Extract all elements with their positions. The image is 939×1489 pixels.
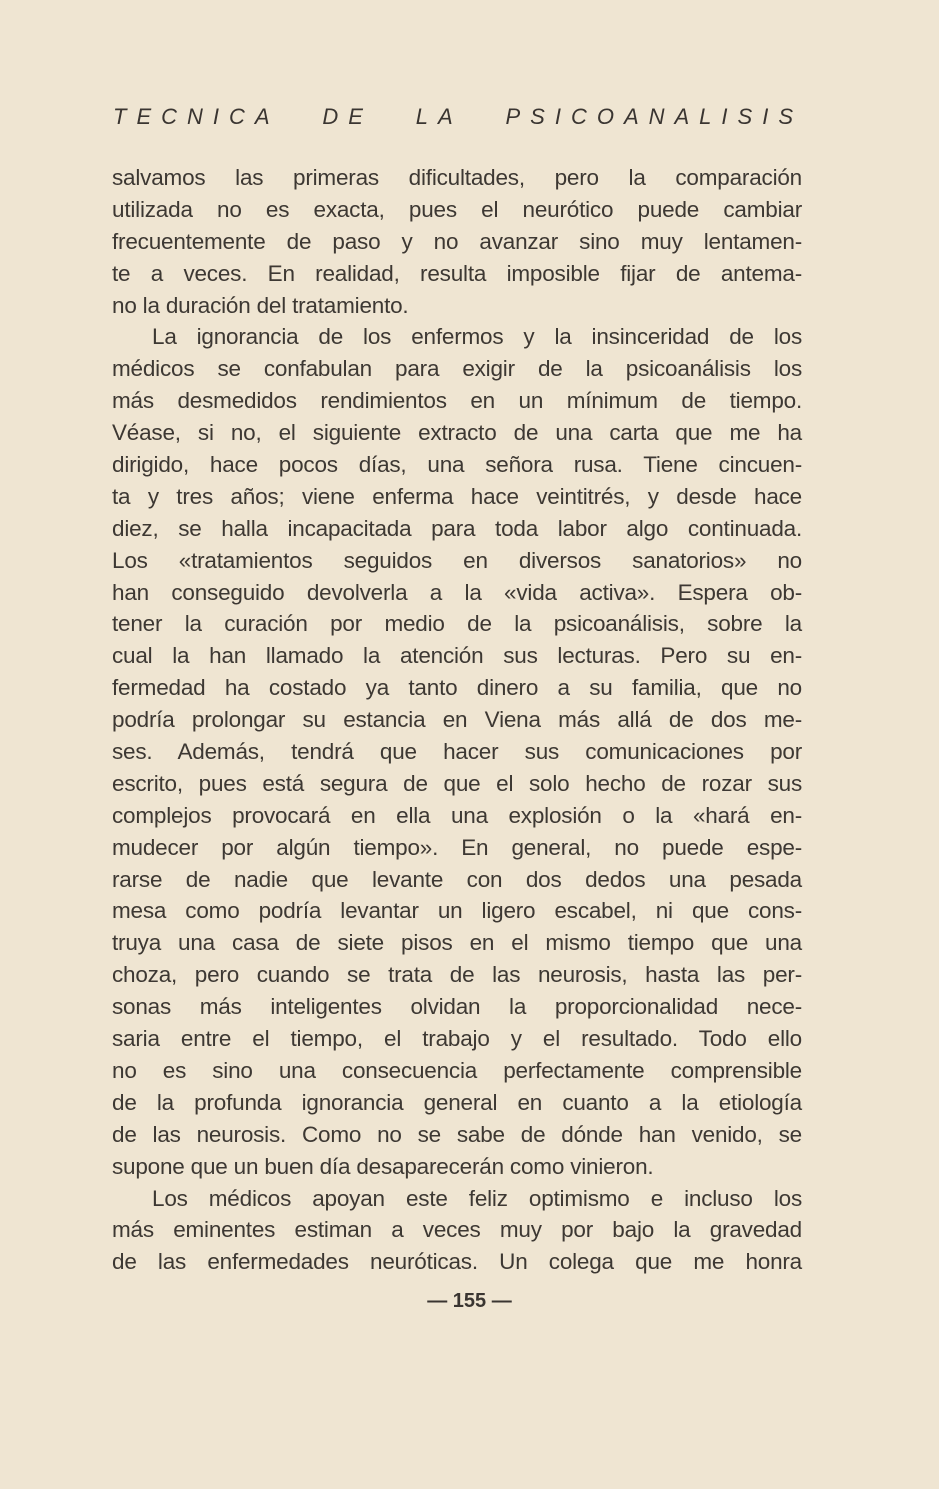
text-line: más desmedidos rendimientos en un mínimum de tiempo.	[112, 388, 802, 414]
text-line: Véase, si no, el siguiente extracto de una carta que me ha	[112, 420, 802, 446]
text-line: tener la curación por medio de la psicoanálisis, sobre la	[112, 611, 802, 637]
text-line: Los médicos apoyan este feliz optimismo e incluso los	[152, 1185, 802, 1211]
text-line: choza, pero cuando se trata de las neurosis, hasta las per-	[112, 962, 802, 988]
text-line: diez, se halla incapacitada para toda labor algo continuada.	[112, 515, 802, 541]
text-line: Los «tratamientos seguidos en diversos sanatorios» no	[112, 547, 802, 573]
header-word: PSICOANALISIS	[505, 104, 803, 129]
text-line: de las neurosis. Como no se sabe de dónde han venido, se	[112, 1121, 802, 1147]
text-line: frecuentemente de paso y no avanzar sino muy lentamen-	[112, 228, 802, 254]
text-line: no la duración del tratamiento.	[112, 292, 409, 318]
text-line: saria entre el tiempo, el trabajo y el resultado. Todo ello	[112, 1026, 802, 1052]
text-line: médicos se confabulan para exigir de la psicoanálisis los	[112, 356, 802, 382]
text-line: truya una casa de siete pisos en el mismo tiempo que una	[112, 930, 802, 956]
header-word: LA	[415, 104, 463, 129]
text-line: no es sino una consecuencia perfectamente comprensible	[112, 1057, 802, 1083]
text-line: fermedad ha costado ya tanto dinero a su familia, que no	[112, 675, 802, 701]
text-line: complejos provocará en ella una explosión o la «hará en-	[112, 802, 802, 828]
header-word: TECNICA	[113, 104, 280, 129]
body-text	[112, 162, 802, 1278]
text-line: mesa como podría levantar un ligero escabel, ni que cons-	[112, 898, 802, 924]
paragraph	[112, 162, 802, 321]
text-line: de las enfermedades neuróticas. Un colega que me honra	[112, 1249, 802, 1275]
paragraph	[112, 321, 802, 1182]
text-line: escrito, pues está segura de que el solo hecho de rozar sus	[112, 770, 802, 796]
text-line: ses. Además, tendrá que hacer sus comunicaciones por	[112, 739, 802, 765]
text-line: salvamos las primeras dificultades, pero la comparación	[112, 165, 802, 190]
text-line: han conseguido devolverla a la «vida activa». Espera ob-	[112, 579, 802, 605]
page-number: — 155 —	[427, 1290, 512, 1312]
text-line: más eminentes estiman a veces muy por bajo la gravedad	[112, 1217, 802, 1243]
text-line: sonas más inteligentes olvidan la proporcionalidad nece-	[112, 994, 802, 1020]
text-line: cual la han llamado la atención sus lecturas. Pero su en-	[112, 643, 802, 669]
text-line: podría prolongar su estancia en Viena más allá de dos me-	[112, 707, 802, 733]
text-line: utilizada no es exacta, pues el neurótico puede cambiar	[112, 196, 802, 222]
text-line: te a veces. En realidad, resulta imposible fijar de antema-	[112, 260, 802, 286]
text-line: mudecer por algún tiempo». En general, no puede espe-	[112, 834, 802, 860]
text-line: supone que un buen día desaparecerán como vinieron.	[112, 1153, 654, 1179]
text-line: ta y tres años; viene enferma hace veintitrés, y desde hace	[112, 483, 802, 509]
text-line: rarse de nadie que levante con dos dedos una pesada	[112, 866, 802, 892]
header-word: DE	[322, 104, 373, 129]
running-header	[113, 104, 803, 130]
text-line: La ignorancia de los enfermos y la insinceridad de los	[152, 324, 802, 350]
paragraph	[112, 1183, 802, 1279]
text-line: dirigido, hace pocos días, una señora rusa. Tiene cincuen-	[112, 452, 802, 478]
text-line: de la profunda ignorancia general en cuanto a la etiología	[112, 1089, 802, 1115]
